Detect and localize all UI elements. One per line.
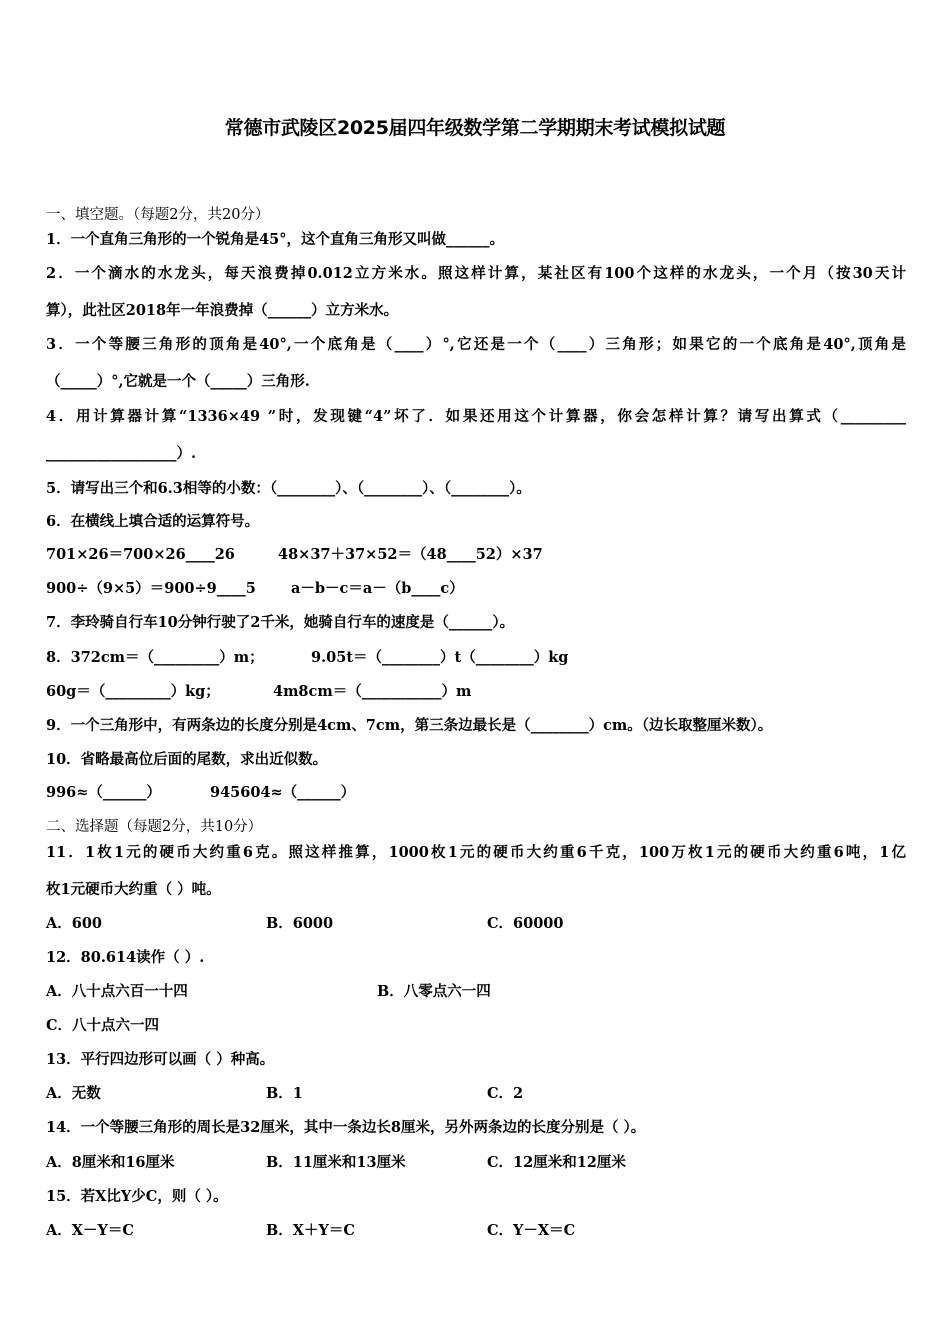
question-10: 10．省略最高位后面的尾数，求出近似数。 xyxy=(46,751,328,768)
question-2-line-1: 2．一个滴水的水龙头，每天浪费掉0.012立方米水。照这样计算，某社区有100个这样的水龙头，一个月（按30天计 xyxy=(46,265,906,282)
question-6-expr-2: 48×37＋37×52＝（48____52）×37 xyxy=(278,546,543,563)
question-8-row-1 xyxy=(46,646,926,666)
option-c[interactable]: C．60000 xyxy=(487,915,564,932)
question-15-options xyxy=(46,1219,926,1239)
question-1: 1．一个直角三角形的一个锐角是45°，这个直角三角形又叫做______。 xyxy=(46,231,505,248)
option-b[interactable]: B．1 xyxy=(266,1085,303,1102)
question-9: 9．一个三角形中，有两条边的长度分别是4cm、7cm，第三条边最长是（________）cm。（边长取整厘米数）。 xyxy=(46,717,773,734)
question-4-line-2: __________________）. xyxy=(46,445,197,462)
question-8-part-1: 8．372cm＝（_________）m； xyxy=(46,649,264,666)
option-a[interactable]: A．8厘米和16厘米 xyxy=(46,1154,175,1171)
option-c[interactable]: C．八十点六一四 xyxy=(46,1017,160,1034)
question-6-expr-4: a－b－c＝a－（b____c） xyxy=(291,580,464,597)
question-14-options xyxy=(46,1151,926,1171)
section-heading-fill-blank: 一、填空题。（每题2分，共20分） xyxy=(46,207,270,223)
option-c[interactable]: C．12厘米和12厘米 xyxy=(487,1154,626,1171)
question-8-row-2 xyxy=(46,680,926,700)
question-5: 5．请写出三个和6.3相等的小数：（________）、（________）、（________）。 xyxy=(46,480,531,497)
question-6-row-2 xyxy=(46,577,926,597)
option-a[interactable]: A．八十点六百一十四 xyxy=(46,983,188,1000)
question-13-options xyxy=(46,1082,926,1102)
question-6-expr-3: 900÷（9×5）＝900÷9____5 xyxy=(46,580,256,597)
question-11-options xyxy=(46,912,926,932)
option-b[interactable]: B．6000 xyxy=(266,915,334,932)
question-14: 14．一个等腰三角形的周长是32厘米，其中一条边长8厘米，另外两条边的长度分别是（ ）。 xyxy=(46,1119,646,1136)
question-12-options-row-1 xyxy=(46,980,926,1000)
question-11-line-1: 11．1枚1元的硬币大约重6克。照这样推算，1000枚1元的硬币大约重6千克，100万枚1元的硬币大约重6吨，1亿 xyxy=(46,844,906,861)
option-c[interactable]: C．Y－X＝C xyxy=(487,1222,576,1239)
question-15: 15．若X比Y少C，则（ ）。 xyxy=(46,1188,228,1205)
option-a[interactable]: A．X－Y＝C xyxy=(46,1222,134,1239)
option-b[interactable]: B．X＋Y＝C xyxy=(266,1222,355,1239)
question-7: 7．李玲骑自行车10分钟行驶了2千米，她骑自行车的速度是（______）。 xyxy=(46,614,515,631)
option-b[interactable]: B．八零点六一四 xyxy=(377,983,491,1000)
question-8-part-4: 4m8cm＝（___________）m xyxy=(273,683,472,700)
question-10-part-2: 945604≈（______） xyxy=(210,784,356,801)
question-11-line-2: 枚1元硬币大约重（ ）吨。 xyxy=(46,881,221,898)
question-8-part-3: 60g＝（_________）kg； xyxy=(46,683,220,700)
question-12-options-row-2 xyxy=(46,1014,926,1034)
option-b[interactable]: B．11厘米和13厘米 xyxy=(266,1154,406,1171)
option-c[interactable]: C．2 xyxy=(487,1085,524,1102)
question-4-line-1: 4．用计算器计算“1336×49 ”时，发现键“4”坏了．如果还用这个计算器，你会怎样计算？请写出算式（_________ xyxy=(46,408,906,425)
question-6: 6．在横线上填合适的运算符号。 xyxy=(46,513,260,530)
question-3-line-1: 3．一个等腰三角形的顶角是40°,一个底角是（____）°,它还是一个（____）三角形；如果它的一个底角是40°,顶角是 xyxy=(46,336,906,353)
question-10-answers xyxy=(46,781,926,801)
question-13: 13．平行四边形可以画（ ）种高。 xyxy=(46,1051,275,1068)
question-3-line-2: （_____）°,它就是一个（_____）三角形. xyxy=(46,373,310,390)
option-a[interactable]: A．600 xyxy=(46,915,103,932)
question-6-row-1 xyxy=(46,543,926,563)
section-heading-multiple-choice: 二、选择题（每题2分，共10分） xyxy=(46,819,263,835)
option-a[interactable]: A．无数 xyxy=(46,1085,101,1102)
question-10-part-1: 996≈（______） xyxy=(46,784,161,801)
question-6-expr-1: 701×26＝700×26____26 xyxy=(46,546,235,563)
question-12: 12．80.614读作（ ）. xyxy=(46,949,205,966)
page-title: 常德市武陵区2025届四年级数学第二学期期末考试模拟试题 xyxy=(224,117,726,139)
question-8-part-2: 9.05t＝（________）t（________）kg xyxy=(311,649,569,666)
question-2-line-2: 算），此社区2018年一年浪费掉（______）立方米水。 xyxy=(46,302,399,319)
